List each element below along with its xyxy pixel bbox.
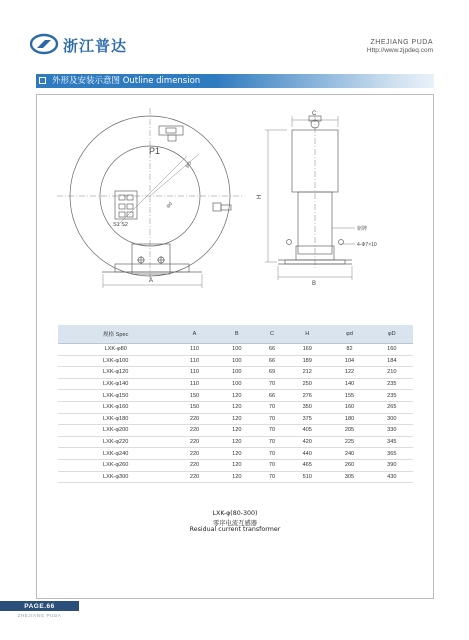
cell-phi-d: 305 xyxy=(328,471,370,483)
cell-c: 66 xyxy=(258,355,286,367)
cell-phi-D: 160 xyxy=(371,344,413,356)
cell-spec: LXK-φ220 xyxy=(58,436,173,448)
table-row xyxy=(58,413,413,425)
terminal-s1s2-label: S1 S2 xyxy=(113,222,128,228)
cell-c: 66 xyxy=(258,344,286,356)
cell-a: 220 xyxy=(173,471,215,483)
p1-label: P1 xyxy=(149,146,161,156)
cell-b: 120 xyxy=(216,413,258,425)
cell-phi-d: 104 xyxy=(328,355,370,367)
cell-b: 100 xyxy=(216,378,258,390)
company-url[interactable]: Http://www.zjpdeq.com xyxy=(366,47,433,54)
brand-name-en: ZHEJIANG PUDA xyxy=(370,39,433,46)
caption-name-en: Residual current transformer xyxy=(189,526,281,533)
cell-b: 100 xyxy=(216,344,258,356)
cell-h: 465 xyxy=(286,459,328,471)
cell-a: 110 xyxy=(173,378,215,390)
cell-c: 69 xyxy=(258,367,286,379)
header-phi-d: φd xyxy=(328,325,370,344)
cell-phi-D: 235 xyxy=(371,390,413,402)
cell-a: 220 xyxy=(173,436,215,448)
cell-phi-d: 160 xyxy=(328,401,370,413)
cell-spec: LXK-φ120 xyxy=(58,367,173,379)
cell-b: 120 xyxy=(216,459,258,471)
cell-c: 70 xyxy=(258,471,286,483)
cell-phi-d: 122 xyxy=(328,367,370,379)
cell-phi-D: 210 xyxy=(371,367,413,379)
cell-a: 220 xyxy=(173,459,215,471)
cell-h: 440 xyxy=(286,448,328,460)
caption-model: LXK-φ(80-300) xyxy=(212,510,258,517)
header-a: A xyxy=(173,325,215,344)
cell-phi-D: 430 xyxy=(371,471,413,483)
cell-spec: LXK-φ180 xyxy=(58,413,173,425)
cell-spec: LXK-φ150 xyxy=(58,390,173,402)
table-row xyxy=(58,436,413,448)
table-row xyxy=(58,448,413,460)
footer-brand: ZHEJIANG PUDA xyxy=(17,613,62,618)
cell-h: 350 xyxy=(286,401,328,413)
dimension-a-label: A xyxy=(149,278,154,284)
cell-h: 189 xyxy=(286,355,328,367)
cell-phi-D: 235 xyxy=(371,378,413,390)
cell-a: 110 xyxy=(173,355,215,367)
nameplate-label: 铭牌 xyxy=(357,226,368,232)
cell-b: 120 xyxy=(216,436,258,448)
cell-a: 110 xyxy=(173,367,215,379)
cell-b: 100 xyxy=(216,367,258,379)
od-label: φD xyxy=(184,160,194,170)
cell-phi-d: 240 xyxy=(328,448,370,460)
cell-phi-d: 140 xyxy=(328,378,370,390)
table-row xyxy=(58,401,413,413)
cell-a: 110 xyxy=(173,344,215,356)
cell-phi-d: 180 xyxy=(328,413,370,425)
table-row xyxy=(58,367,413,379)
table-row xyxy=(58,355,413,367)
cell-c: 70 xyxy=(258,378,286,390)
brand-name-cn: 浙江普达 xyxy=(63,37,128,55)
cell-c: 70 xyxy=(258,459,286,471)
header-spec: 规格 Spec xyxy=(58,325,173,344)
cell-a: 220 xyxy=(173,448,215,460)
table-header-row xyxy=(58,325,413,344)
cell-phi-D: 300 xyxy=(371,413,413,425)
cell-h: 250 xyxy=(286,378,328,390)
table-row xyxy=(58,459,413,471)
table-row xyxy=(58,471,413,483)
cell-h: 276 xyxy=(286,390,328,402)
cell-b: 120 xyxy=(216,401,258,413)
cell-spec: LXK-φ200 xyxy=(58,425,173,437)
table-row xyxy=(58,378,413,390)
header-h: H xyxy=(286,325,328,344)
cell-c: 70 xyxy=(258,401,286,413)
dimension-c-label: C xyxy=(312,111,317,117)
cell-spec: LXK-φ300 xyxy=(58,471,173,483)
cell-spec: LXK-φ80 xyxy=(58,344,173,356)
cell-phi-d: 155 xyxy=(328,390,370,402)
header-phi-D: φD xyxy=(371,325,413,344)
cell-spec: LXK-φ100 xyxy=(58,355,173,367)
cell-a: 150 xyxy=(173,401,215,413)
cell-h: 405 xyxy=(286,425,328,437)
cell-phi-D: 330 xyxy=(371,425,413,437)
mounting-holes-label: 4-Φ7×10 xyxy=(357,242,377,248)
cell-b: 120 xyxy=(216,425,258,437)
cell-spec: LXK-φ260 xyxy=(58,459,173,471)
cell-phi-D: 265 xyxy=(371,401,413,413)
company-logo xyxy=(30,33,140,57)
cell-phi-D: 390 xyxy=(371,459,413,471)
table-row xyxy=(58,425,413,437)
page-number: PAGE.66 xyxy=(24,603,55,610)
cell-b: 120 xyxy=(216,471,258,483)
cell-b: 100 xyxy=(216,355,258,367)
outline-drawing xyxy=(37,96,433,306)
section-header-bar xyxy=(36,74,434,88)
table-row xyxy=(58,344,413,356)
cell-phi-D: 184 xyxy=(371,355,413,367)
cell-a: 220 xyxy=(173,425,215,437)
cell-phi-d: 225 xyxy=(328,436,370,448)
dimension-h-label: H xyxy=(257,194,263,199)
section-checkbox-icon xyxy=(39,77,46,84)
cell-h: 375 xyxy=(286,413,328,425)
spec-table xyxy=(58,325,413,483)
cell-phi-D: 345 xyxy=(371,436,413,448)
section-title: 外形及安装示意图 Outline dimension xyxy=(52,76,201,86)
cell-a: 150 xyxy=(173,390,215,402)
cell-h: 420 xyxy=(286,436,328,448)
cell-c: 70 xyxy=(258,436,286,448)
cell-spec: LXK-φ140 xyxy=(58,378,173,390)
table-row xyxy=(58,390,413,402)
cell-c: 70 xyxy=(258,425,286,437)
caption-name-cn: 零序电流互感器 xyxy=(212,520,258,527)
header-b: B xyxy=(216,325,258,344)
header-c: C xyxy=(258,325,286,344)
cell-spec: LXK-φ240 xyxy=(58,448,173,460)
cell-spec: LXK-φ160 xyxy=(58,401,173,413)
cell-h: 212 xyxy=(286,367,328,379)
cell-phi-d: 205 xyxy=(328,425,370,437)
cell-a: 220 xyxy=(173,413,215,425)
cell-b: 120 xyxy=(216,448,258,460)
puda-logo-icon xyxy=(30,33,60,55)
cell-c: 70 xyxy=(258,413,286,425)
cell-h: 169 xyxy=(286,344,328,356)
cell-c: 70 xyxy=(258,448,286,460)
cell-b: 120 xyxy=(216,390,258,402)
cell-c: 66 xyxy=(258,390,286,402)
cell-h: 510 xyxy=(286,471,328,483)
id-label: φd xyxy=(165,200,174,210)
cell-phi-d: 260 xyxy=(328,459,370,471)
cell-phi-D: 365 xyxy=(371,448,413,460)
cell-phi-d: 82 xyxy=(328,344,370,356)
dimension-b-label: B xyxy=(312,281,317,287)
